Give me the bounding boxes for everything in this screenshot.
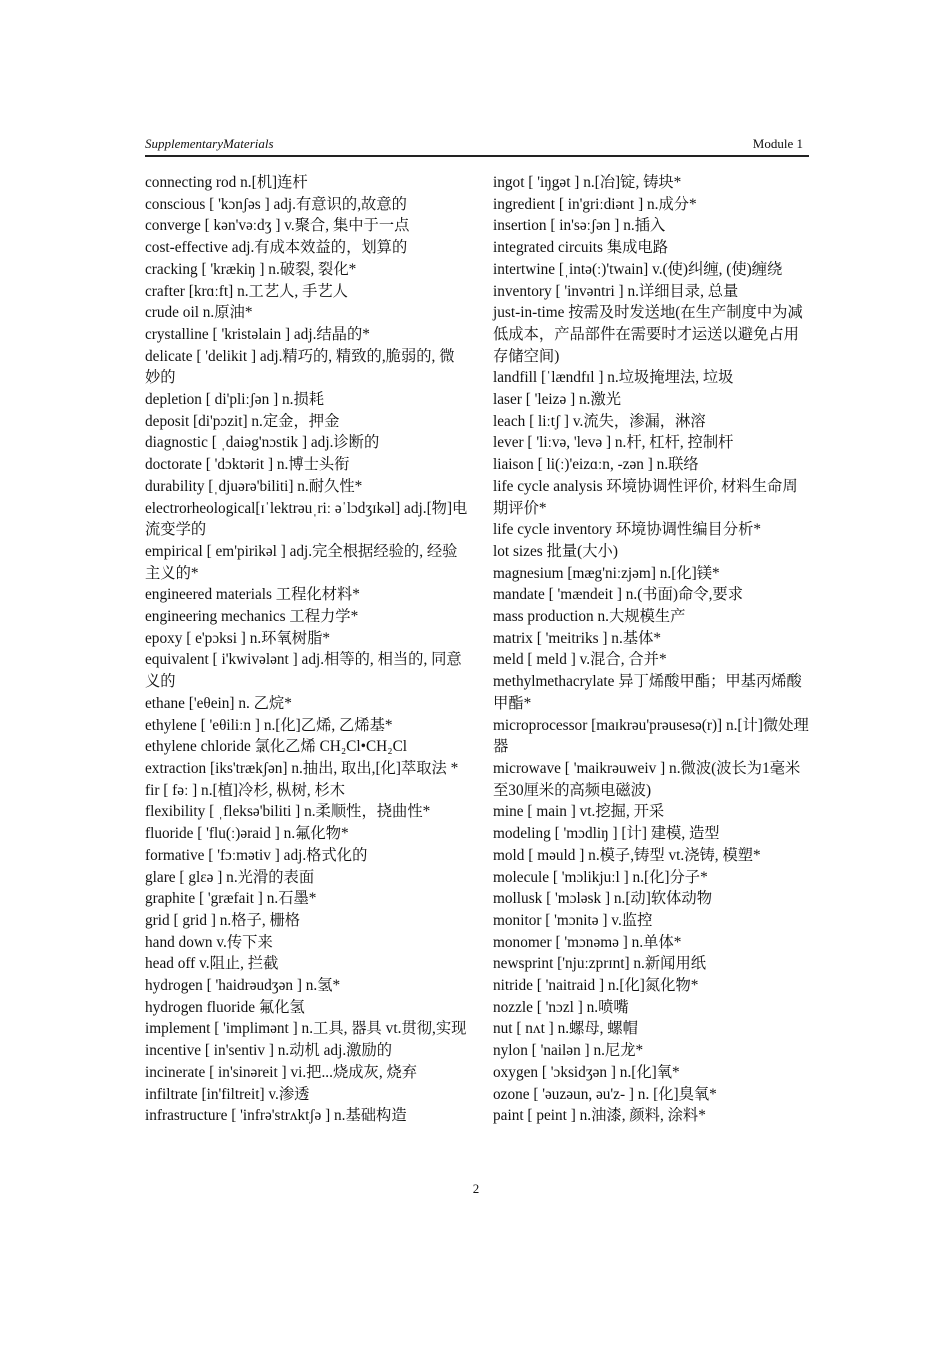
glossary-entry: infiltrate [in'filtreit] v.渗透 xyxy=(145,1085,310,1103)
glossary-entry: mine [ main ] vt.挖掘, 开采 xyxy=(493,803,665,821)
glossary-entry: grid [ grid ] n.格子, 栅格 xyxy=(145,911,301,929)
glossary-entry: life cycle inventory 环境协调性编目分析* xyxy=(493,521,762,539)
glossary-entry: mold [ məuld ] n.模子,铸型 vt.浇铸, 模塑* xyxy=(493,846,761,864)
glossary-entry: nitride [ 'naitraid ] n.[化]氮化物* xyxy=(493,977,699,995)
glossary-entry: incentive [ in'sentiv ] n.动机 adj.激励的 xyxy=(145,1042,393,1060)
glossary-entry: glare [ glεə ] n.光滑的表面 xyxy=(145,868,315,886)
glossary-entry: ozone [ 'əuzəun, əu'z- ] n. [化]臭氧* xyxy=(493,1085,717,1103)
header-module: Module 1 xyxy=(752,136,803,151)
glossary-entry: molecule [ 'mɔlikjuːl ] n.[化]分子* xyxy=(493,868,708,886)
glossary-entry: nylon [ 'nailən ] n.尼龙* xyxy=(493,1042,644,1060)
glossary-entry: landfill [ˈlændfɪl ] n.垃圾掩埋法, 垃圾 xyxy=(493,369,734,387)
glossary-entry: methylmethacrylate 异丁烯酸甲酯；甲基丙烯酸甲酯* xyxy=(493,673,802,712)
glossary-entry: just-in-time 按需及时发送地(在生产制度中为减低成本，产品部件在需要时才运送以避免占用存储空间) xyxy=(493,304,803,365)
glossary-entry: monomer [ 'mɔnəmə ] n.单体* xyxy=(493,933,682,951)
glossary-entry: modeling [ 'mɔdliŋ ] [计] 建模, 造型 xyxy=(493,825,720,843)
glossary-entry: implement [ 'implimənt ] n.工具, 器具 vt.贯彻,实现 xyxy=(145,1020,467,1038)
glossary-entry: conscious [ 'kɔnʃəs ] adj.有意识的,故意的 xyxy=(145,195,407,213)
glossary-entry: ethane ['eθein] n. 乙烷* xyxy=(145,694,292,712)
glossary-entry: crude oil n.原油* xyxy=(145,304,253,322)
glossary-entry: flexibility [ ˌfleksə'biliti ] n.柔顺性，挠曲性* xyxy=(145,803,431,821)
glossary-entry: newsprint ['njuːzprɪnt] n.新闻用纸 xyxy=(493,955,707,973)
glossary-entry: paint [ peint ] n.油漆, 颜料, 涂料* xyxy=(493,1107,706,1125)
glossary-entry: equivalent [ i'kwivələnt ] adj.相等的, 相当的, 同意义的 xyxy=(145,651,462,691)
glossary-entry: leach [ liːtʃ ] v.流失，渗漏，淋溶 xyxy=(493,412,706,430)
glossary-entry: insertion [ in'səːʃən ] n.插入 xyxy=(493,217,666,235)
glossary-entry: oxygen [ 'ɔksidʒən ] n.[化]氧* xyxy=(493,1063,680,1081)
glossary-entry: laser [ 'leizə ] n.激光 xyxy=(493,391,622,409)
header-title: SupplementaryMaterials xyxy=(145,136,274,151)
glossary-entry: lot sizes 批量(大小) xyxy=(493,542,618,560)
glossary-entry: matrix [ 'meitriks ] n.基体* xyxy=(493,629,662,647)
glossary-entry: inventory [ 'invəntri ] n.详细目录, 总量 xyxy=(493,282,739,300)
glossary-entry: nut [ nʌt ] n.螺母, 螺帽 xyxy=(493,1020,638,1038)
glossary-entry: deposit [di'pɔzit] n.定金，押金 xyxy=(145,412,340,430)
glossary-entry: mass production n.大规模生产 xyxy=(493,608,686,626)
glossary-entry: meld [ meld ] v.混合, 合并* xyxy=(493,651,667,669)
glossary-entry: ethylene chloride 氯化乙烯 CH₂Cl•CH₂Cl xyxy=(145,738,408,756)
glossary-entry: mandate [ 'mændeit ] n.(书面)命令,要求 xyxy=(493,586,744,604)
glossary-entry: epoxy [ e'pɔksi ] n.环氧树脂* xyxy=(145,629,331,647)
glossary-entry: engineered materials 工程化材料* xyxy=(145,586,360,604)
glossary-entry: incinerate [ in'sinəreit ] vi.把...烧成灰, 烧弃 xyxy=(145,1063,418,1081)
glossary-entry: hydrogen [ 'haidrəudʒən ] n.氢* xyxy=(145,977,341,995)
glossary-entry: doctorate [ 'dɔktərit ] n.博士头衔 xyxy=(145,456,350,474)
glossary-entry: head off v.阻止, 拦截 xyxy=(145,955,279,973)
glossary-entry: hydrogen fluoride 氟化氢 xyxy=(145,998,305,1016)
glossary-entry: extraction [iks'trækʃən] n.抽出, 取出,[化]萃取法 * xyxy=(145,759,459,777)
glossary-entry: liaison [ li(ː)'eizɑːn, -zən ] n.联络 xyxy=(493,456,699,474)
glossary-entry: hand down v.传下来 xyxy=(145,933,273,951)
glossary-entry: ingot [ 'iŋgət ] n.[冶]锭, 铸块* xyxy=(493,174,682,191)
right-column xyxy=(493,172,811,1127)
glossary-entry: delicate [ 'delikit ] adj.精巧的, 精致的,脆弱的, 微妙的 xyxy=(145,347,455,387)
glossary-entry: crystalline [ 'kristəlain ] adj.结晶的* xyxy=(145,325,370,343)
glossary-entry: depletion [ di'pliːʃən ] n.损耗 xyxy=(145,391,325,409)
left-column xyxy=(145,172,469,1127)
glossary-entry: graphite [ 'græfait ] n.石墨* xyxy=(145,890,317,908)
glossary-entry: microwave [ 'maikrəuweiv ] n.微波(波长为1毫米至30厘米的高频电磁波) xyxy=(493,759,801,799)
page-number: 2 xyxy=(472,1181,480,1196)
glossary-entry: infrastructure [ 'infrə'strʌktʃə ] n.基础构造 xyxy=(145,1107,407,1125)
glossary-entry: formative [ 'fɔːmətiv ] adj.格式化的 xyxy=(145,846,368,864)
glossary-entry: lever [ 'liːvə, 'levə ] n.杆, 杠杆, 控制杆 xyxy=(493,434,734,452)
glossary-entry: connecting rod n.[机]连杆 xyxy=(145,174,308,191)
glossary-entry: diagnostic [ ˌdaiəg'nɔstik ] adj.诊断的 xyxy=(145,434,380,452)
glossary-entry: microprocessor [maɪkrəu'prəusesə(r)] n.[计]微处理器 xyxy=(493,716,809,756)
glossary-entry: ethylene [ 'eθiliːn ] n.[化]乙烯, 乙烯基* xyxy=(145,716,393,734)
glossary-entry: crafter [krɑːft] n.工艺人, 手艺人 xyxy=(145,282,348,300)
glossary-entry: magnesium [mæg'niːzjəm] n.[化]镁* xyxy=(493,564,720,582)
glossary-entry: integrated circuits 集成电路 xyxy=(493,239,669,257)
page-header xyxy=(145,136,809,157)
glossary-entry: engineering mechanics 工程力学* xyxy=(145,608,359,626)
glossary-entry: ingredient [ in'griːdiənt ] n.成分* xyxy=(493,195,697,213)
glossary-entry: fir [ fəː ] n.[植]冷杉, 枞树, 杉木 xyxy=(145,781,346,799)
glossary-entry: electrorheological[ɪˈlektrəuˌriː əˈlɔdʒɪkəl] adj.[物]电流变学的 xyxy=(145,499,468,539)
glossary-entry: mollusk [ 'mɔləsk ] n.[动]软体动物 xyxy=(493,890,713,908)
glossary-entry: life cycle analysis 环境协调性评价, 材料生命周期评价* xyxy=(493,477,798,517)
glossary-entry: nozzle [ 'nɔzl ] n.喷嘴 xyxy=(493,998,629,1016)
glossary-entry: cracking [ 'krækiŋ ] n.破裂, 裂化* xyxy=(145,260,357,278)
glossary-entry: fluoride [ 'flu(ː)əraid ] n.氟化物* xyxy=(145,825,349,843)
glossary-entry: empirical [ em'pirikəl ] adj.完全根据经验的, 经验主义的* xyxy=(145,542,458,582)
glossary-entry: intertwine [ˌintə(ː)'twain] v.(使)纠缠, (使)缠绕 xyxy=(493,260,783,278)
glossary-entry: monitor [ 'mɔnitə ] v.监控 xyxy=(493,911,653,929)
glossary-entry: durability [ˌdjuərə'biliti] n.耐久性* xyxy=(145,477,363,495)
glossary-entry: cost-effective adj.有成本效益的，划算的 xyxy=(145,239,408,257)
glossary-entry: converge [ kən'vəːdʒ ] v.聚合, 集中于一点 xyxy=(145,217,410,235)
